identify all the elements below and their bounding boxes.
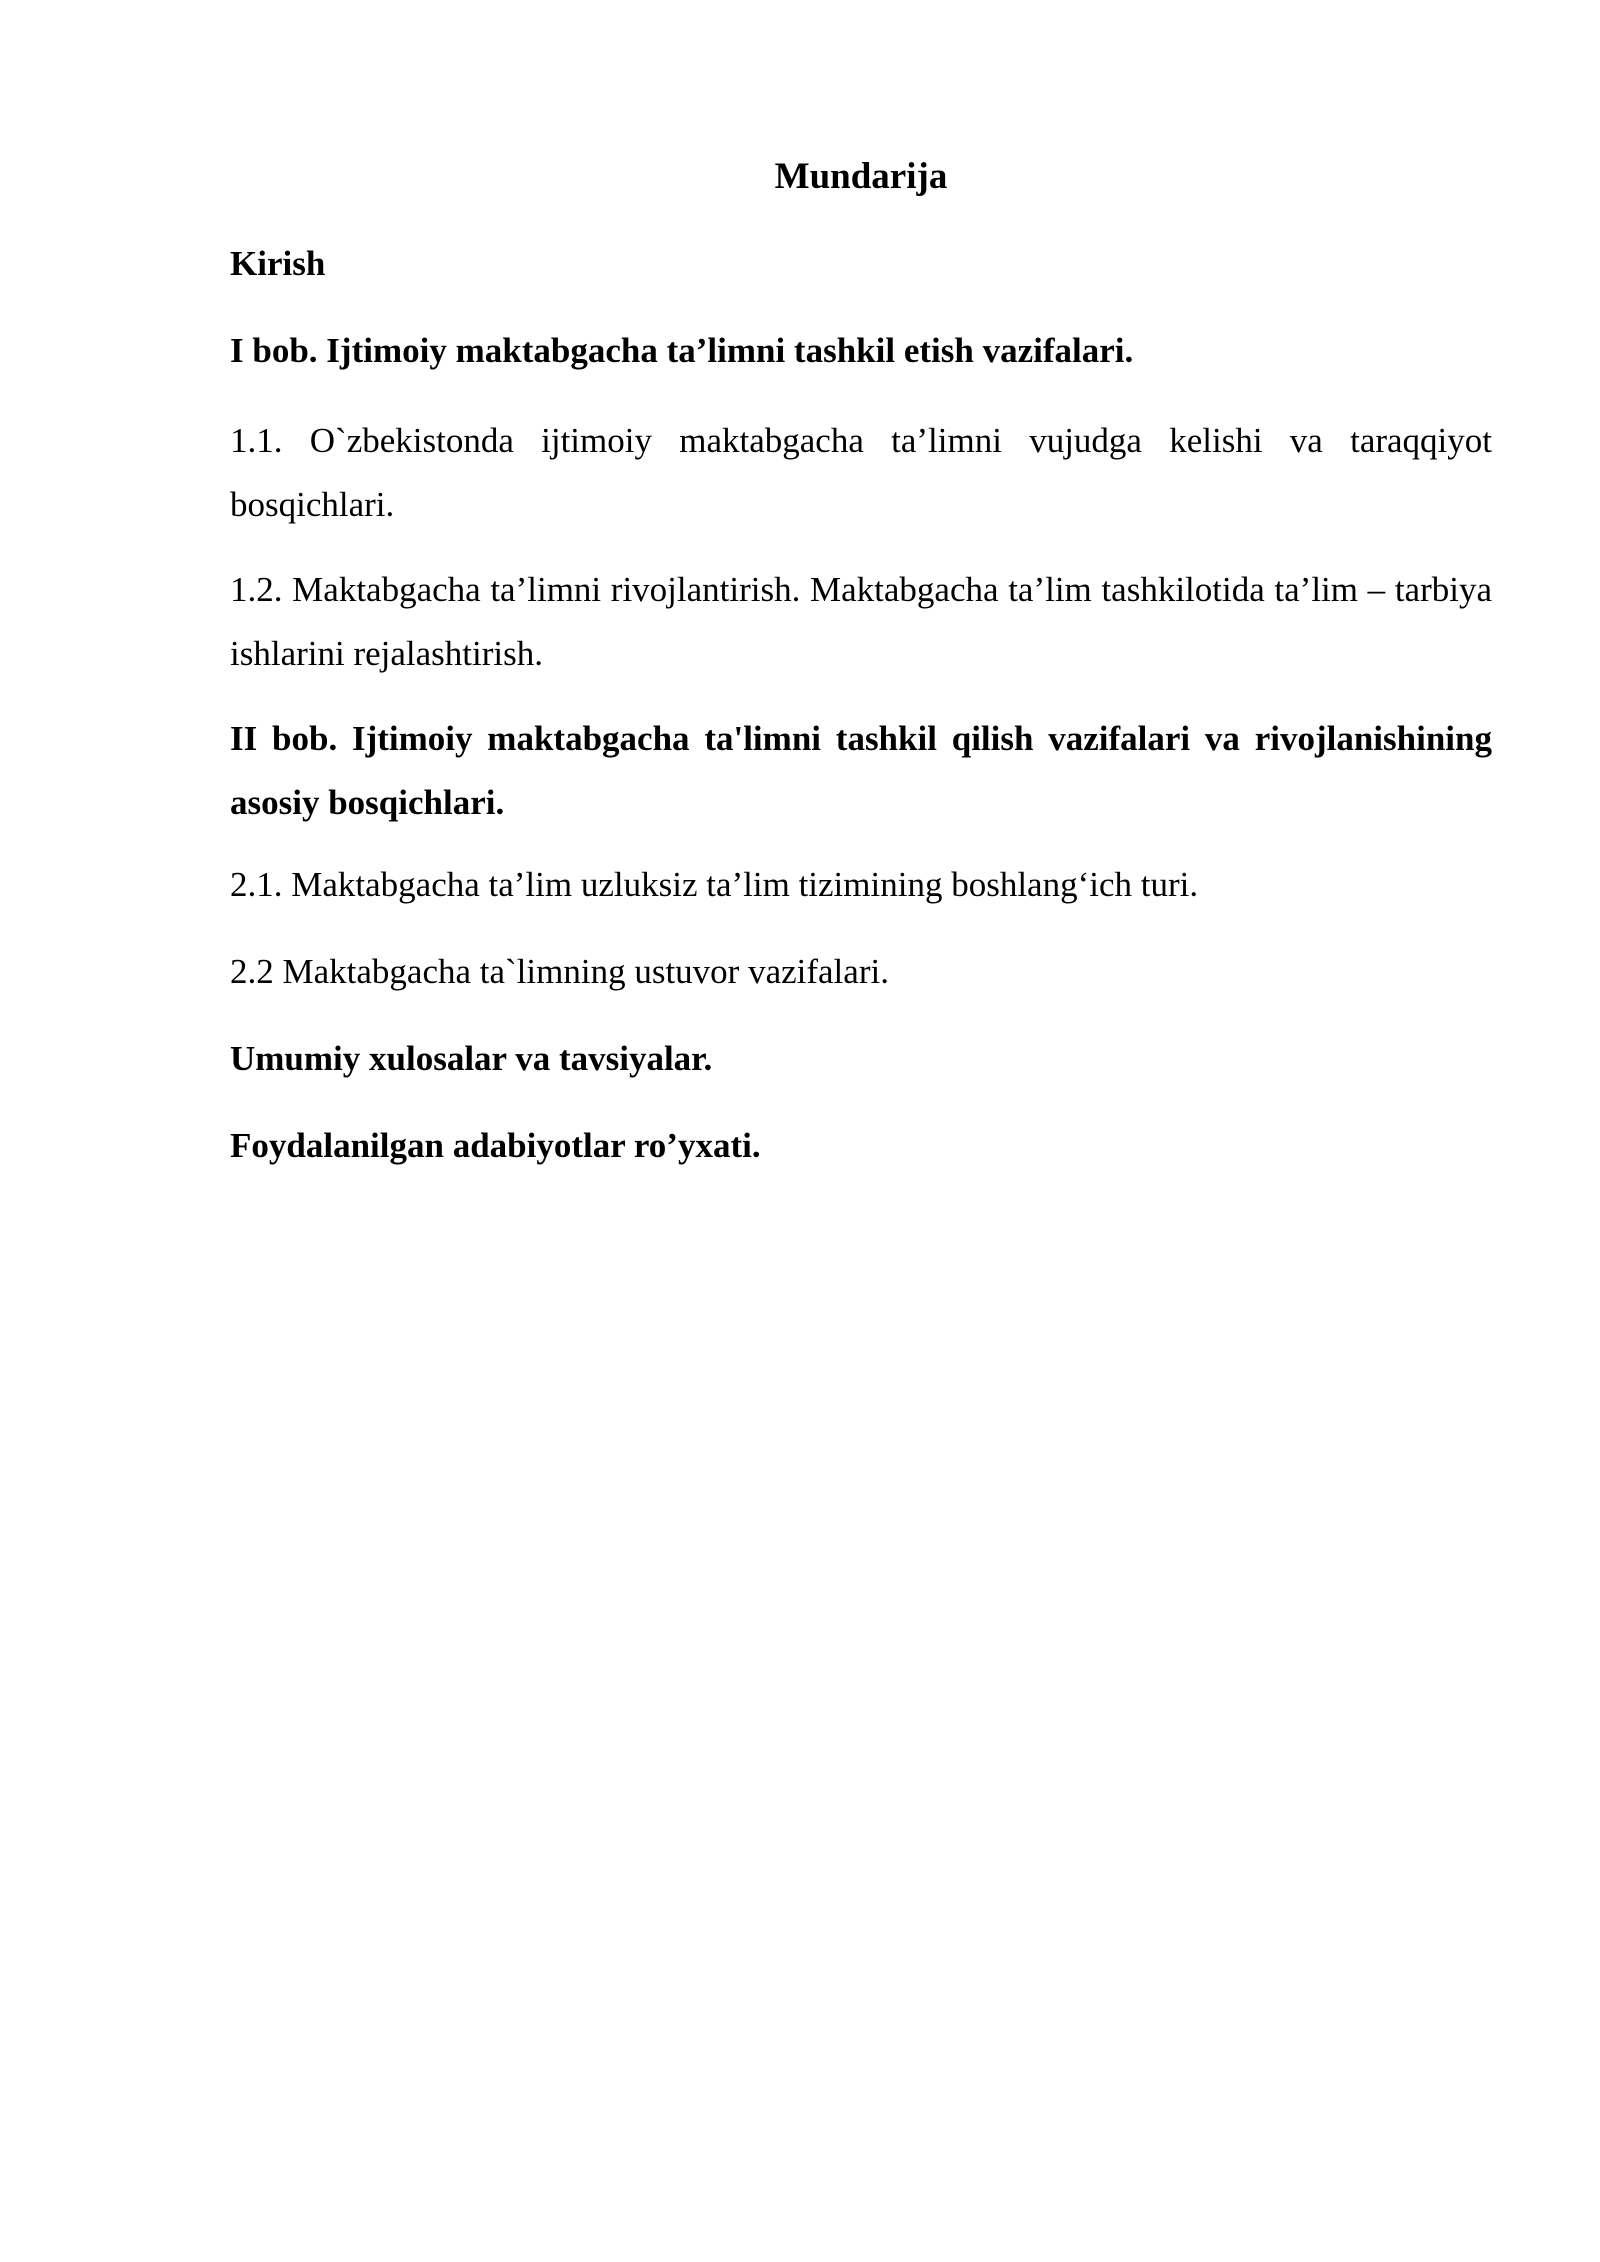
toc-entry-section-1-1: 1.1. O`zbekistonda ijtimoiy maktabgacha ta’limni vujudga kelishi va taraqqiyot bosqichlari.	[230, 421, 1492, 524]
table-of-contents	[230, 148, 1492, 1204]
toc-entry-chapter-1: I bob. Ijtimoiy maktabgacha ta’limni tashkil etish vazifalari.	[230, 331, 1134, 370]
toc-entry-chapter-2: II bob. Ijtimoiy maktabgacha ta'limni tashkil qilish vazifalari va rivojlanishining asosiy bosqichlari.	[230, 719, 1492, 822]
toc-entry-conclusions: Umumiy xulosalar va tavsiyalar.	[230, 1039, 713, 1078]
toc-entry-section-1-2: 1.2. Maktabgacha ta’limni rivojlantirish. Maktabgacha ta’lim tashkilotida ta’lim – tarbiya ishlarini rejalashtirish.	[230, 570, 1492, 673]
toc-entry-introduction: Kirish	[230, 244, 326, 283]
toc-entry-references: Foydalanilgan adabiyotlar ro’yxati.	[230, 1126, 761, 1165]
toc-entry-section-2-1: 2.1. Maktabgacha ta’lim uzluksiz ta’lim tizimining boshlang‘ich turi.	[230, 865, 1199, 904]
page-title: Mundarija	[774, 156, 948, 197]
toc-entry-section-2-2: 2.2 Maktabgacha ta`limning ustuvor vazifalari.	[230, 952, 889, 991]
